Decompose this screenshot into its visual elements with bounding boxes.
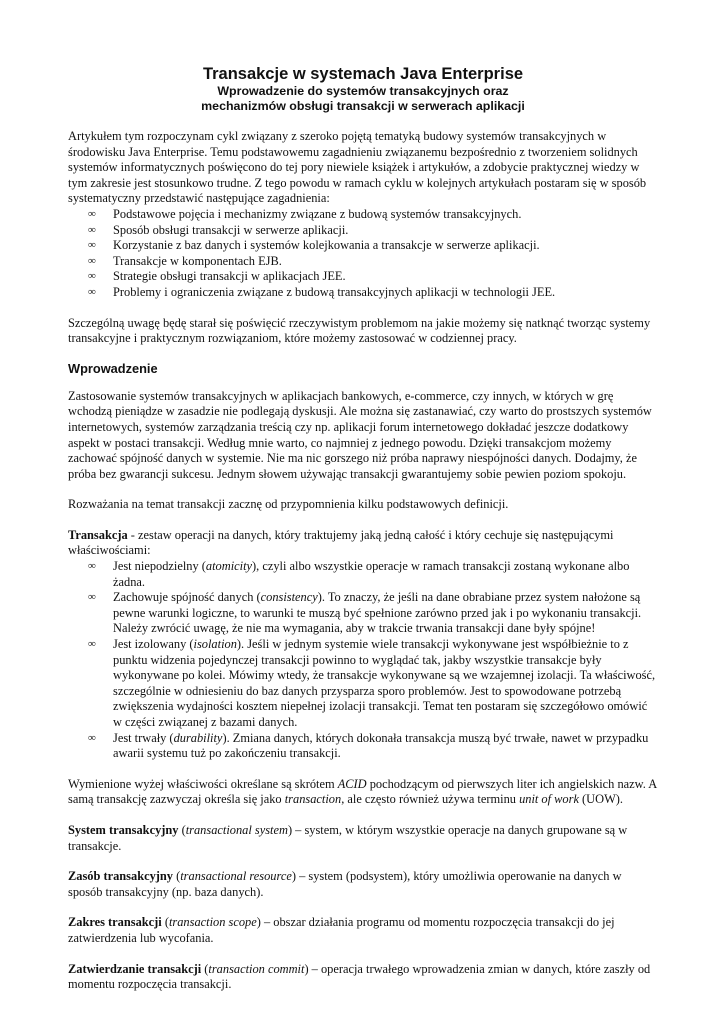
transaction-definition: Transakcja - zestaw operacji na danych, który traktujemy jaką jedną całość i który cechuje się następującymi właściwościami: — [68, 527, 614, 558]
list-item: ∞ Strategie obsługi transakcji w aplikacjach JEE. — [88, 269, 346, 284]
list-item: ∞ Transakcje w komponentach EJB. — [88, 253, 282, 268]
section-paragraph-2: Rozważania na temat transakcji zacznę od przypomnienia kilku podstawowych definicji. — [68, 497, 509, 512]
list-item: ∞ Zachowuje spójność danych (consistency). To znaczy, że jeśli na dane obrabiane przez system nałożone są pewne warunki logiczne, to warunki te muszą być spełnione zarówno przed jak i po wykonaniu transakcji. Należy zwrócić uwagę, że nie ma wymagania, aby w trakcie trwania transakcji dane były spójne! — [88, 590, 642, 636]
list-item: ∞ Problemy i ograniczenia związane z budową transakcyjnych aplikacji w technologii JEE. — [88, 284, 556, 299]
infinity-bullet-icon: ∞ — [88, 285, 96, 298]
infinity-bullet-icon: ∞ — [88, 239, 96, 252]
list-item: ∞ Jest trwały (durability). Zmiana danych, których dokonała transakcja muszą być trwałe, nawet w przypadku awarii systemu tuż po zakończeniu transakcji. — [88, 730, 649, 761]
intro-paragraph: Artykułem tym rozpoczynam cykl związany z szeroko pojętą tematyką budowy systemów transakcyjnych w środowisku Java Enterprise. Temu podstawowemu zagadnieniu związanemu bezpośrednio z tworzeniem solidnych systemów informatycznych poświęcono do tej pory niewiele książek i artykułów, a zdobycie praktycznej wiedzy w tym zakresie jest stosunkowo trudne. Z tego powodu w ramach cyklu w kolejnych artykułach postaram się w sposób systematyczny przedstawić następujące zagadnienia: — [68, 129, 647, 206]
document-subtitle-line-2: mechanizmów obsługi transakcji w serwerach aplikacji — [201, 99, 525, 113]
definition-scope: Zakres transakcji (transaction scope) – obszar działania programu od momentu rozpoczęcia transakcji do jej zatwierdzenia lub wycofania. — [68, 915, 615, 945]
infinity-bullet-icon: ∞ — [88, 560, 96, 573]
infinity-bullet-icon: ∞ — [88, 591, 96, 604]
intro-topic-list — [68, 207, 658, 301]
section-paragraph-1: Zastosowanie systemów transakcyjnych w aplikacjach bankowych, e-commerce, czy innych, w których w grę wchodzą pieniądze w zasadzie nie podlegają dyskusji. Ale można się zastanawiać, czy warto do prostszych systemów internetowych, systemów zarządzania treścią czy np. aplikacji forum internetowego dokładać jeszcze dodatkowy aspekt w postaci transakcji. Według mnie warto, co najmniej z jednego powodu. Dzięki transakcjom możemy zachować spójność danych w systemie. Nie ma nic gorszego niż próba naprawy niespójności danych. Dodajmy, że próba bez gwarancji sukcesu. Jednym słowem używając transakcji gwarantujemy sobie pewien poziom spokoju. — [68, 388, 652, 481]
document-page — [68, 64, 658, 993]
infinity-bullet-icon: ∞ — [88, 731, 96, 744]
definition-resource: Zasób transakcyjny (transactional resource) – system (podsystem), który umożliwia operowanie na danych w sposób transakcyjny (np. baza danych). — [68, 869, 622, 899]
list-item: ∞ Podstawowe pojęcia i mechanizmy związane z budową systemów transakcyjnych. — [88, 206, 522, 221]
infinity-bullet-icon: ∞ — [88, 207, 96, 220]
infinity-bullet-icon: ∞ — [88, 270, 96, 283]
list-item: ∞ Jest izolowany (isolation). Jeśli w jednym systemie wiele transakcji wykonywane jest współbieżnie to z punktu widzenia pojedynczej transakcji powinno to wyglądać tak, jakby wszystkie transakcje były wykonywane po kolei. Mówimy wtedy, że transakcje wykonywane są we wzajemnej izolacji. Ta właściwość, szczególnie w odniesieniu do baz danych przysparza sporo problemów. Jest to spowodowane potrzebą zwiększenia wydajności kosztem niepełnej izolacji transakcji. Temat ten postaram się szczegółowo omówić w części związanej z bazami danych. — [88, 637, 656, 729]
definition-term: Transakcja — [68, 527, 128, 542]
definition-system: System transakcyjny (transactional system) – system, w którym wszystkie operacje na danych grupowane są w transakcje. — [68, 822, 628, 853]
definition-commit: Zatwierdzanie transakcji (transaction commit) – operacja trwałego wprowadzenia zmian w danych, które zaszły od momentu rozpoczęcia transakcji. — [68, 961, 651, 992]
acid-property-list — [68, 559, 658, 762]
infinity-bullet-icon: ∞ — [88, 638, 96, 651]
list-item: ∞ Sposób obsługi transakcji w serwerze aplikacji. — [88, 222, 349, 237]
section-heading: Wprowadzenie — [68, 360, 158, 376]
intro-closing-paragraph: Szczególną uwagę będę starał się poświęcić rzeczywistym problemom na jakie możemy się natknąć tworząc systemy transakcyjne i praktycznym rozwiązaniom, które możemy zastosować w codziennej pracy. — [68, 315, 651, 346]
acid-paragraph: Wymienione wyżej właściwości określane są skrótem ACID pochodzącym od pierwszych liter ich angielskich nazw. A samą transakcję zazwyczaj określa się jako transaction, ale często również używa terminu unit of work (UOW). — [68, 776, 657, 807]
document-title: Transakcje w systemach Java Enterprise — [202, 65, 524, 83]
document-subtitle-line-1: Wprowadzenie do systemów transakcyjnych oraz — [217, 84, 509, 98]
list-item: ∞ Korzystanie z baz danych i systemów kolejkowania a transakcje w serwerze aplikacji. — [88, 238, 540, 253]
infinity-bullet-icon: ∞ — [88, 223, 96, 236]
infinity-bullet-icon: ∞ — [88, 254, 96, 267]
list-item: ∞ Jest niepodzielny (atomicity), czyli albo wszystkie operacje w ramach transakcji zostaną wykonane albo żadna. — [88, 559, 630, 589]
